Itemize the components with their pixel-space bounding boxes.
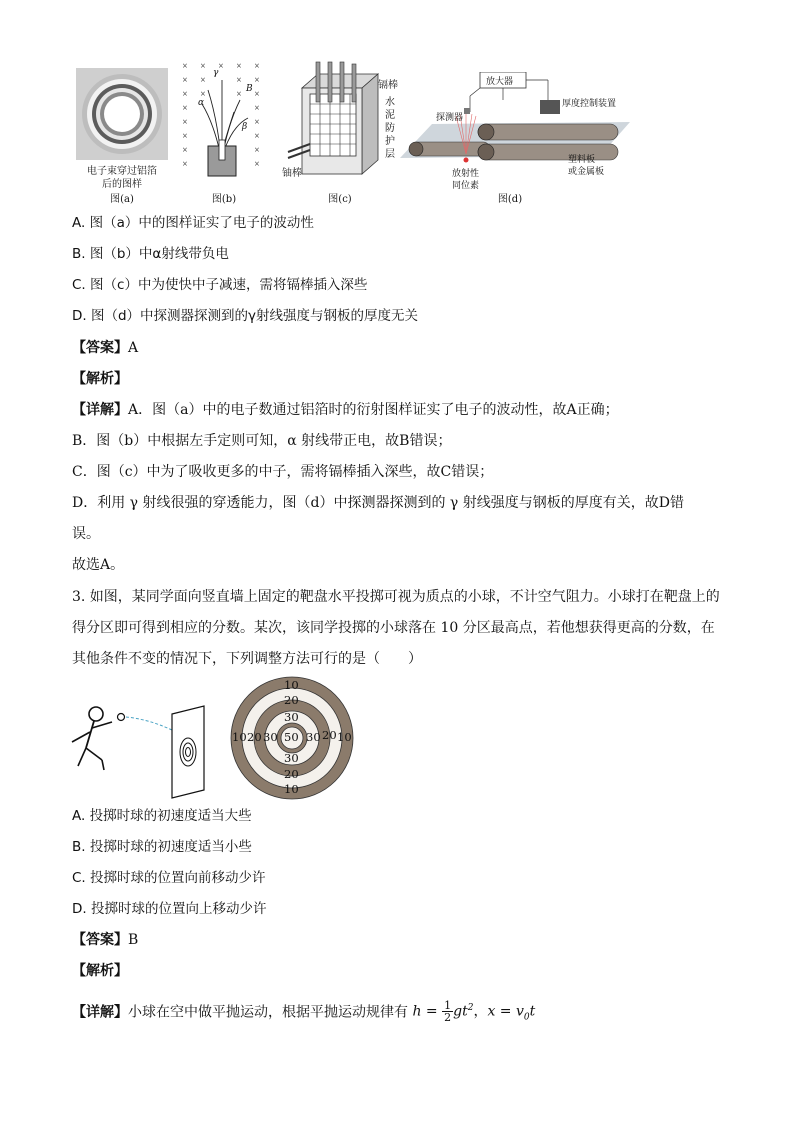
svg-text:×: × [182,76,188,84]
svg-text:×: × [182,90,188,98]
ray-beta-label: β [242,122,248,132]
q2-detail-line-1: 【详解】A．图（a）中的电子数通过铝箔时的衍射图样证实了电子的波动性，故A正确； [72,402,619,418]
ray-alpha-label: α [198,98,205,108]
q3-answer: 【答案】B [72,932,139,948]
figure-d-label: 图(d) [497,194,523,205]
isotope-label-2: 同位素 [452,181,480,191]
score-10-right: 10 [337,730,352,744]
svg-text:×: × [254,132,260,140]
q2-answer: 【答案】A [72,340,139,356]
figure-a [74,68,170,205]
q2-detail-line-2: B．图（b）中根据左手定则可知，α 射线带正电，故B错误； [72,433,452,449]
score-20-top: 20 [284,693,299,707]
figure-d [400,72,630,205]
q2-detail-line-4: D．利用 γ 射线很强的穿透能力，图（d）中探测器探测到的 γ 射线强度与钢板的厚度有关，故D错 [72,495,684,511]
svg-text:×: × [254,160,260,168]
plate-label-2: 或金属板 [568,167,605,177]
q2-option-b: B. 图（b）中α射线带负电 [72,246,229,262]
score-20-right: 20 [322,728,337,742]
svg-text:×: × [182,118,188,126]
q2-detail-line-3: C．图（c）中为了吸收更多的中子，需将镉棒插入深些，故C错误； [72,464,494,480]
concrete-layer-label: 水泥防护层 [385,97,395,160]
isotope-label-1: 放射性 [452,169,480,179]
magnetic-field-rays-diagram [178,60,270,180]
uranium-rod-label: 铀棒 [282,168,302,179]
q3-stem-line-1: 3. 如图，某同学面向竖直墙上固定的靶盘水平投掷可视为质点的小球，不计空气阻力。小球打在靶盘上的 [72,589,720,605]
score-30-top: 30 [284,710,299,724]
fraction: $\frac{1}{2}$ [444,999,452,1025]
score-30-bottom: 30 [284,751,299,765]
svg-text:×: × [254,90,260,98]
figure-c [282,60,412,205]
svg-text:×: × [182,132,188,140]
q3-option-a: A. 投掷时球的初速度适当大些 [72,808,252,824]
diffraction-pattern-image [76,68,168,160]
svg-text:×: × [200,62,206,70]
figure-a-caption-2: 后的图样 [102,179,142,190]
svg-text:×: × [182,160,188,168]
q3-analysis-heading: 【解析】 [72,963,128,979]
amplifier-label: 放大器 [486,77,514,87]
ray-gamma-label: γ [213,68,219,78]
score-10-bottom: 10 [284,782,299,796]
q2-detail-line-6: 故选A。 [72,557,125,573]
svg-text:×: × [254,104,260,112]
score-50-center: 50 [284,730,299,744]
figure-b [178,60,270,205]
thickness-control-label: 厚度控制装置 [562,99,617,109]
score-30-right: 30 [306,730,321,744]
svg-text:×: × [182,146,188,154]
score-10-top: 10 [284,678,299,692]
q2-analysis-heading: 【解析】 [72,371,128,387]
q2-option-a: A. 图（a）中的图样证实了电子的波动性 [72,215,314,231]
score-10-left: 10 [232,730,247,744]
score-20-bottom: 20 [284,767,299,781]
q3-stem-line-3: 其他条件不变的情况下，下列调整方法可行的是（ ） [72,651,422,667]
q3-stem-line-2: 得分区即可得到相应的分数。某次，该同学投掷的小球落在 10 分区最高点，若他想获得更高的分数，在 [72,620,715,636]
q3-option-d: D. 投掷时球的位置向上移动少许 [72,901,267,917]
field-b-label: B [246,84,253,94]
figure-b-label: 图(b) [211,194,237,205]
score-20-left: 20 [247,730,262,744]
svg-text:×: × [254,118,260,126]
svg-text:×: × [236,62,242,70]
figure-a-caption-1: 电子束穿过铝箔 [87,166,157,177]
svg-text:×: × [254,62,260,70]
svg-text:×: × [182,62,188,70]
q3-option-c: C. 投掷时球的位置向前移动少许 [72,870,266,886]
svg-text:×: × [200,76,206,84]
q3-option-b: B. 投掷时球的初速度适当小些 [72,839,252,855]
svg-text:×: × [254,76,260,84]
q2-detail-line-5: 误。 [72,526,100,542]
svg-text:×: × [182,104,188,112]
thrower-figure [68,700,218,800]
score-30-left: 30 [263,730,278,744]
q2-option-d: D. 图（d）中探测器探测到的γ射线强度与钢板的厚度无关 [72,308,419,324]
svg-text:×: × [218,62,224,70]
svg-text:×: × [236,90,242,98]
svg-text:×: × [200,90,206,98]
figure-a-label: 图(a) [110,194,134,205]
figure-c-label: 图(c) [328,194,352,205]
detector-label: 探测器 [436,113,464,123]
plate-label-1: 塑料板 [568,155,596,165]
q3-detail-line: 【详解】小球在空中做平抛运动，根据平抛运动规律有 h = $\frac{1}{2}$ $gt^2$，$x = v_0t$ [72,996,535,1029]
formula: h = $\frac{1}{2}$ $gt^2$，$x = v_0t$ [412,999,536,1025]
target-scores [230,676,354,800]
svg-text:×: × [236,76,242,84]
svg-text:×: × [254,146,260,154]
q2-option-c: C. 图（c）中为使快中子减速，需将镉棒插入深些 [72,277,368,293]
cadmium-rod-label: 镉棒 [378,80,398,91]
